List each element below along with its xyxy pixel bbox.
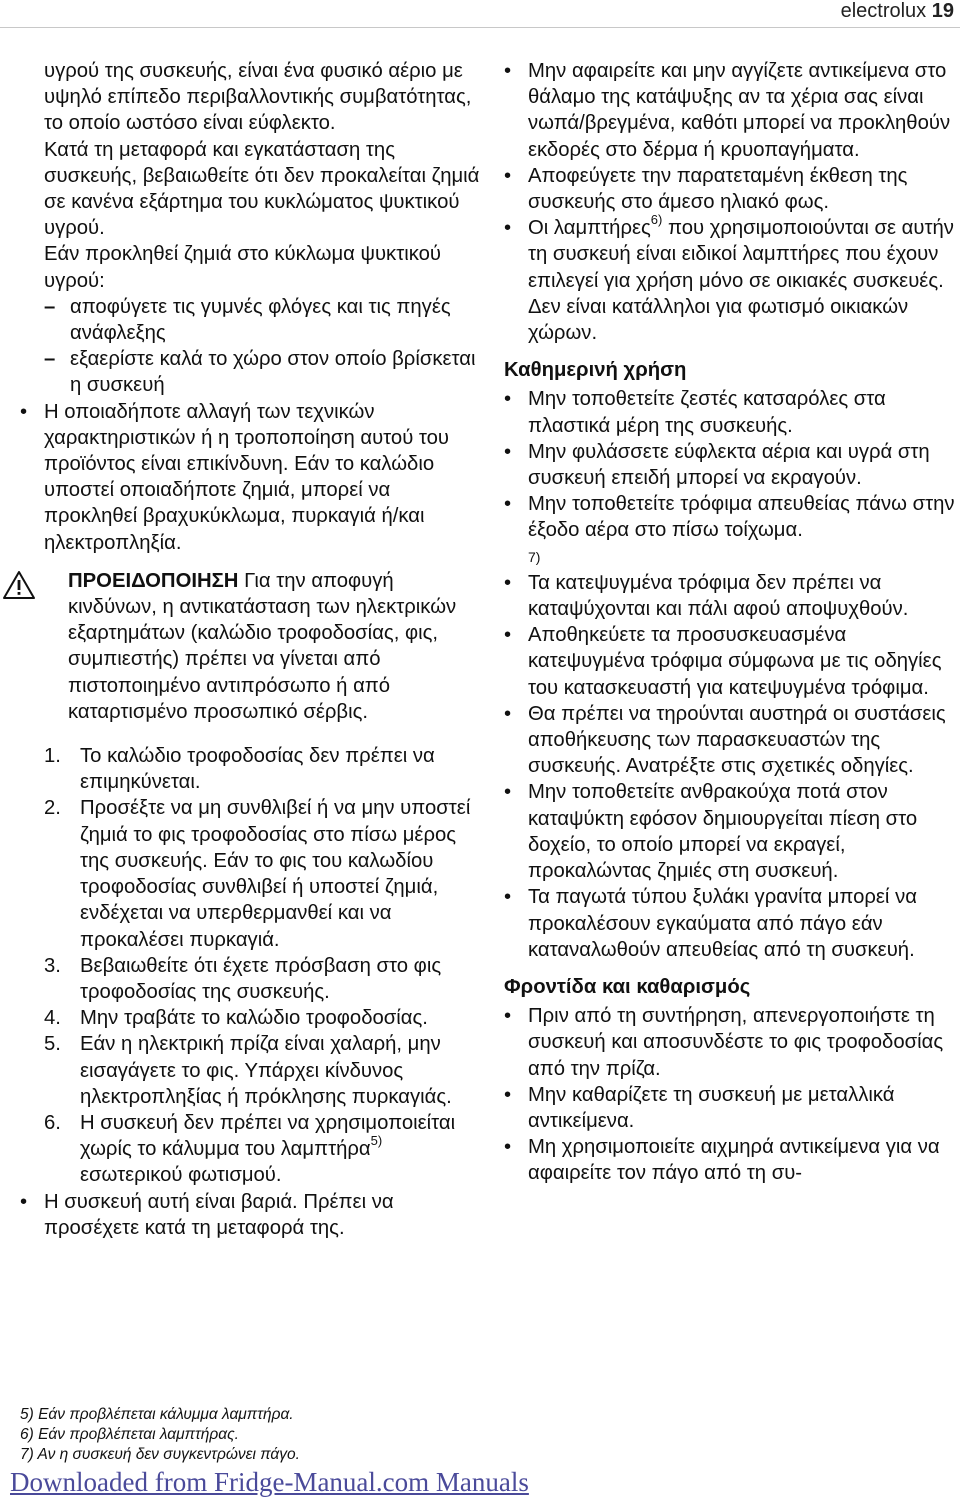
footnote: 6) Εάν προβλέπεται λαμπτήρας.	[20, 1426, 239, 1443]
bullet-marker: •	[504, 388, 512, 411]
bullet-item: • Θα πρέπει να τηρούνται αυστηρά οι συστάσεις αποθήκευσης των παρασκευαστών της συσκευής. Ανατρέξτε στις σχετικές οδηγίες.	[504, 702, 946, 778]
dash-list-item: – αποφύγετε τις γυμνές φλόγες και τις πηγές ανάφλεξης	[44, 295, 451, 345]
paragraph: υγρού της συσκευής, είναι ένα φυσικό αέριο με υψηλό επίπεδο περιβαλλοντικής συμβατότητας, το οποίο ωστόσο είναι εύφλεκτο.	[44, 60, 472, 135]
dash-marker: –	[44, 348, 56, 371]
bullet-item: • Μην τοποθετείτε τρόφιμα απευθείας πάνω στην έξοδο αέρα στο πίσω τοίχωμα. 7)	[504, 491, 956, 570]
bullet-item: • Οι λαμπτήρες$^{6)}$ που χρησιμοποιούνται σε αυτήν τη συσκευή είναι ειδικοί λαμπτήρες που έχουν επιλεγεί για χρήση μόνο σε οικιακές συσκευές. Δεν είναι κατάλληλοι για φωτισμό οικιακών χώρων.	[504, 212, 954, 345]
section-title: Φροντίδα και καθαρισμός	[504, 975, 751, 998]
bullet-item: • Μην καθαρίζετε τη συσκευή με μεταλλικά αντικείμενα.	[504, 1083, 895, 1132]
bullet-item: • Μην αφαιρείτε και μην αγγίζετε αντικείμενα στο θάλαμο της κατάψυξης αν τα χέρια σας είναι νωπά/βρεγμένα, καθότι μπορεί να προκληθούν εκδορές στο δέρμα ή κρυοπαγήματα.	[504, 60, 951, 161]
bullet-item: • Τα κατεψυγμένα τρόφιμα δεν πρέπει να καταψύχονται και πάλι αφού αποψυχθούν.	[504, 571, 909, 621]
left-column	[20, 58, 484, 1241]
numbered-list	[44, 743, 484, 1188]
bullet-item: • Μην τοποθετείτε ζεστές κατσαρόλες στα πλαστικά μέρη της συσκευής.	[504, 388, 886, 437]
paragraph: Κατά τη μεταφορά και εγκατάσταση της συσκευής, βεβαιωθείτε ότι δεν προκαλείται ζημιά σε κανένα εξάρτημα του κυκλώματος ψυκτικού υγρού.	[44, 138, 480, 240]
bullet-marker: •	[20, 1190, 28, 1213]
bullet-marker: •	[504, 440, 512, 463]
warning-text: Για την αποφυγή κινδύνων, η αντικατάσταση των ηλεκτρικών εξαρτημάτων (καλώδιο τροφοδοσίας, φις, συμπιεστής) πρέπει να γίνεται από πιστοποιημένο αντιπρόσωπο ή από καταρτισμένο προσωπικό σέρβις.	[68, 569, 457, 723]
bullet-item: • Μην φυλάσσετε εύφλεκτα αέρια και υγρά στη συσκευή επειδή μπορεί να εκραγούν.	[504, 440, 930, 490]
bullet-marker: •	[504, 217, 512, 240]
bullet-marker: •	[504, 1136, 512, 1159]
bullet-item: • Αποφεύγετε την παρατεταμένη έκθεση της συσκευής στο άμεσο ηλιακό φως.	[504, 164, 908, 214]
bullet-marker: •	[504, 1005, 512, 1028]
download-source-link[interactable]: Downloaded from Fridge-Manual.com Manuals	[10, 1467, 529, 1497]
bullet-marker: •	[504, 493, 512, 516]
bullet-marker: •	[504, 571, 512, 594]
brand-name: electrolux	[840, 0, 927, 22]
numbered-item: 2. Προσέξτε να μη συνθλιβεί ή να μην υποστεί ζημιά το φις τροφοδοσίας στο πίσω μέρος της συσκευής. Εάν το φις του καλωδίου τροφοδοσίας συνθλιβεί ή υποστεί ζημιά, ενδέχεται να υπερθερμανθεί και να προκαλέσει πυρκαγιά.	[44, 797, 471, 951]
bullet-item: • Μη χρησιμοποιείτε αιχμηρά αντικείμενα για να αφαιρείτε τον πάγο από τη συ-	[504, 1136, 940, 1185]
dash-marker: –	[44, 295, 56, 318]
footnotes	[20, 1405, 300, 1465]
bullet-marker: •	[504, 1083, 512, 1106]
page-number: 19	[931, 0, 954, 22]
bullet-item: • Πριν από τη συντήρηση, απενεργοποιήστε τη συσκευή και αποσυνδέστε το φις τροφοδοσίας από την πρίζα.	[504, 1005, 944, 1080]
footnote: 7) Αν η συσκευή δεν συγκεντρώνει πάγο.	[20, 1446, 300, 1463]
numbered-item: 3. Βεβαιωθείτε ότι έχετε πρόσβαση στο φις τροφοδοσίας της συσκευής.	[44, 954, 442, 1003]
bullet-item: • Η οποιαδήποτε αλλαγή των τεχνικών χαρακτηριστικών ή η τροποποίηση αυτού του προϊόντος είναι επικίνδυνη. Εάν το καλώδιο υποστεί οποιαδήποτε ζημιά, μπορεί να προκληθεί βραχυκύκλωμα, πυρκαγιά ή/και ηλεκτροπληξία.	[20, 400, 450, 554]
dash-list-item: – εξαερίστε καλά το χώρο στον οποίο βρίσκεται η συσκευή	[44, 348, 476, 397]
bullet-item: • Μην τοποθετείτε ανθρακούχα ποτά στον καταψύκτη εφόσον δημιουργείται πίεση στο δοχείο, το οποίο μπορεί να εκραγεί, προκαλώντας ζημιές στη συσκευή.	[504, 781, 918, 883]
numbered-item: 1. Το καλώδιο τροφοδοσίας δεν πρέπει να επιμηκύνεται.	[44, 745, 435, 794]
bullet-item: • Η συσκευή αυτή είναι βαριά. Πρέπει να προσέχετε κατά τη μεταφορά της.	[20, 1190, 394, 1239]
bullet-item: • Τα παγωτά τύπου ξυλάκι γρανίτα μπορεί να προκαλέσουν εγκαύματα από πάγο εάν καταναλωθούν απευθείας από τη συσκευή.	[504, 886, 917, 961]
bullet-marker: •	[504, 781, 512, 804]
paragraph: Εάν προκληθεί ζημιά στο κύκλωμα ψυκτικού υγρού:	[44, 243, 441, 292]
section-title: Καθημερινή χρήση	[504, 359, 687, 382]
warning-triangle-icon	[2, 570, 36, 600]
footnote-ref: 5)	[370, 1133, 383, 1149]
warning-title: ΠΡΟΕΙΔΟΠΟΙΗΣΗ	[68, 569, 239, 592]
numbered-item: 5. Εάν η ηλεκτρική πρίζα είναι χαλαρή, μην εισαγάγετε το φις. Υπάρχει κίνδυνος ηλεκτροπληξίας ή πρόκλησης πυρκαγιάς.	[44, 1033, 452, 1108]
footnote: 5) Εάν προβλέπεται κάλυμμα λαμπτήρα.	[20, 1406, 294, 1423]
bullet-marker: •	[504, 624, 512, 647]
bullet-marker: •	[20, 400, 28, 423]
bullet-marker: •	[504, 164, 512, 187]
bullet-item: • Αποθηκεύετε τα προσυσκευασμένα κατεψυγμένα τρόφιμα σύμφωνα με τις οδηγίες του κατασκευαστή για κατεψυγμένα τρόφιμα.	[504, 624, 942, 699]
bullet-marker: •	[504, 886, 512, 909]
bullet-marker: •	[504, 702, 512, 725]
right-column	[504, 58, 956, 1187]
page-header	[0, 0, 960, 24]
header-rule	[0, 27, 960, 28]
numbered-item: 4. Μην τραβάτε το καλώδιο τροφοδοσίας.	[44, 1007, 428, 1030]
bullet-marker: •	[504, 60, 512, 82]
numbered-item: 6. Η συσκευή δεν πρέπει να χρησιμοποιείται χωρίς το κάλυμμα του λαμπτήρα$^{5)}$ εσωτερικού φωτισμού.	[44, 1111, 456, 1187]
footnote-ref: 6)	[650, 212, 663, 228]
footnote-ref: 7)	[528, 548, 541, 565]
warning-block	[0, 568, 484, 725]
